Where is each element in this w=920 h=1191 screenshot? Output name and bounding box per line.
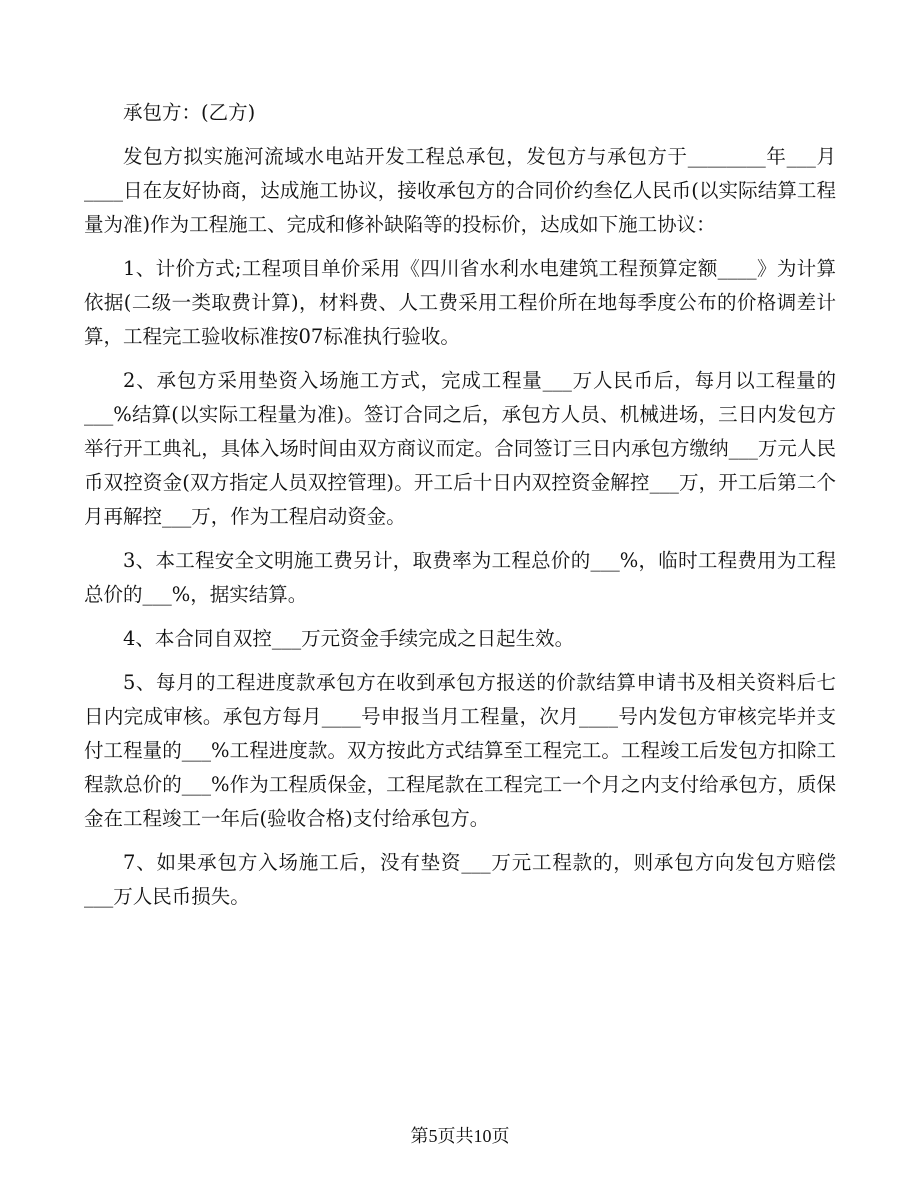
- paragraph-preamble: 发包方拟实施河流域水电站开发工程总承包，发包方与承包方于________年___月____日在友好协商，达成施工协议，接收承包方的合同价约叁亿人民币(以实际结算工程量为准)作为工程施工、完成和修补缺陷等的投标价，达成如下施工协议：: [84, 145, 836, 236]
- page-number: 第5页共10页: [410, 1126, 510, 1146]
- paragraph-contractor-b: 承包方：(乙方): [123, 101, 256, 124]
- paragraph-clause-4: 4、本合同自双控___万元资金手续完成之日起生效。: [123, 627, 575, 650]
- paragraph-clause-7: 7、如果承包方入场施工后，没有垫资___万元工程款的，则承包方向发包方赔偿___万人民币损失。: [84, 851, 836, 908]
- paragraph-clause-5: 5、每月的工程进度款承包方在收到承包方报送的价款结算申请书及相关资料后七日内完成审核。承包方每月____号申报当月工程量，次月____号内发包方审核完毕并支付工程量的___%工程进度款。双方按此方式结算至工程完工。工程竣工后发包方扣除工程款总价的___%作为工程质保金，工程尾款在工程完工一个月之内支付给承包方，质保金在工程竣工一年后(验收合格)支付给承包方。: [84, 671, 836, 830]
- paragraph-clause-1: 1、计价方式;工程项目单价采用《四川省水利水电建筑工程预算定额____》为计算依据(二级一类取费计算)，材料费、人工费采用工程价所在地每季度公布的价格调差计算，工程完工验收标准按07标准执行验收。: [84, 257, 836, 348]
- document-body: [84, 96, 836, 924]
- paragraph-clause-3: 3、本工程安全文明施工费另计，取费率为工程总价的___%，临时工程费用为工程总价的___%，据实结算。: [84, 549, 836, 606]
- paragraph-clause-2: 2、承包方采用垫资入场施工方式，完成工程量___万人民币后，每月以工程量的___%结算(以实际工程量为准)。签订合同之后，承包方人员、机械进场，三日内发包方举行开工典礼，具体入场时间由双方商议而定。合同签订三日内承包方缴纳___万元人民币双控资金(双方指定人员双控管理)。开工后十日内双控资金解控___万，开工后第二个月再解控___万，作为工程启动资金。: [84, 369, 836, 528]
